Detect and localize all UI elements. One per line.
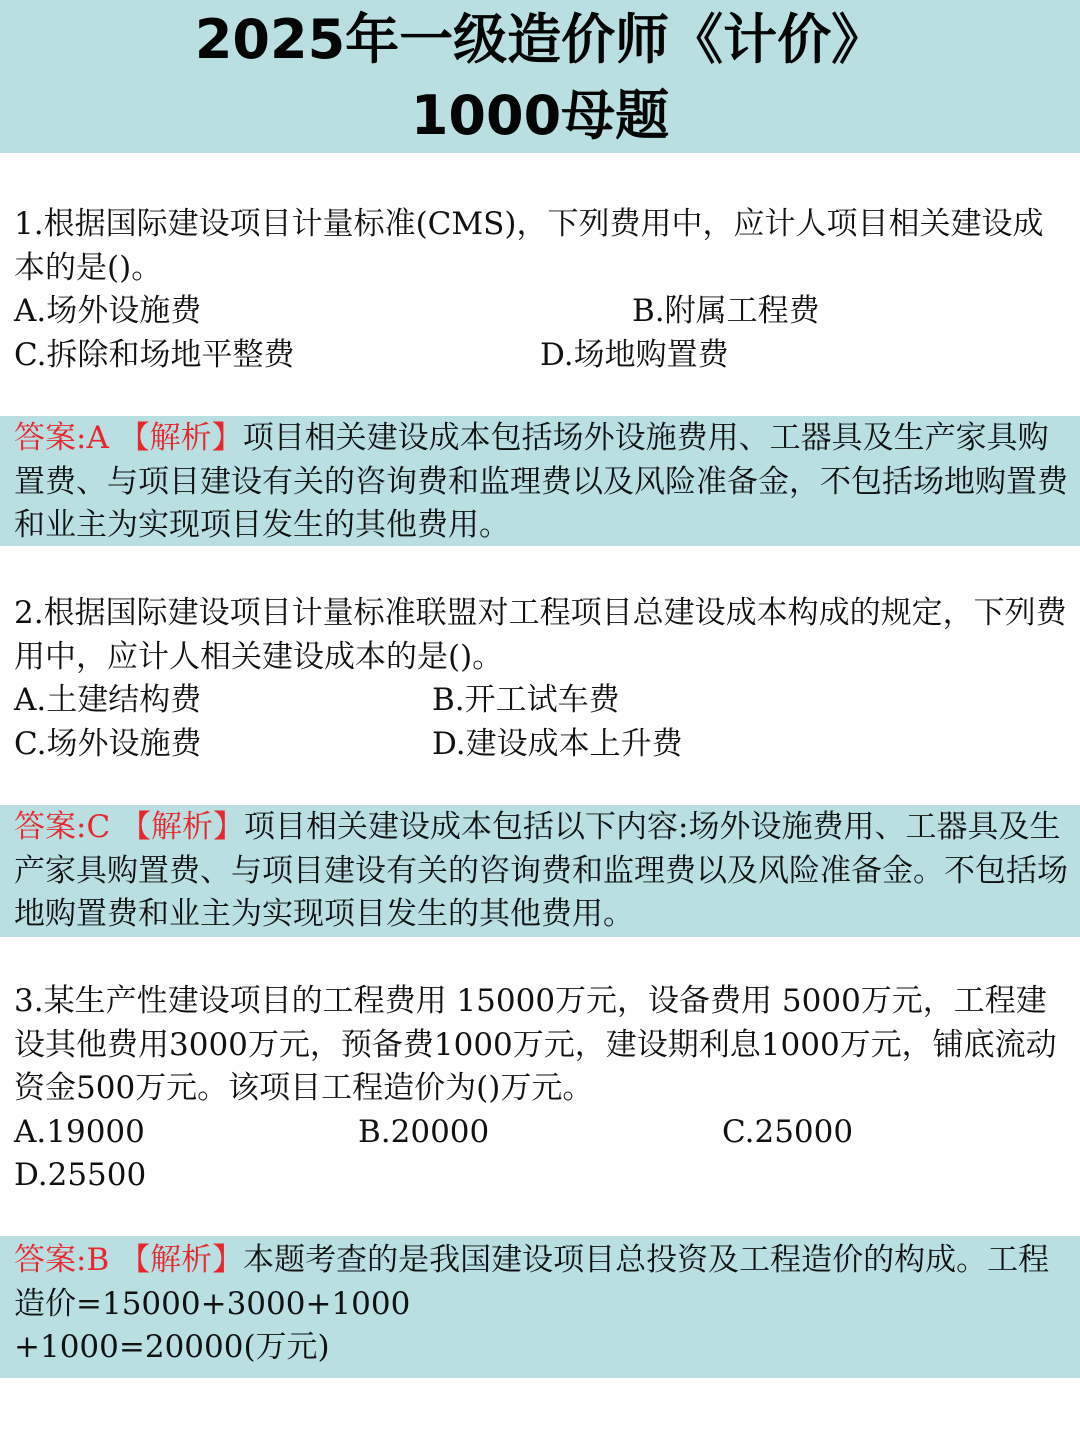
answer-2-label: 答案:C 【解析】: [14, 809, 245, 845]
answer-2-analysis: 项目相关建设成本包括以下内容:场外设施费用、工器具及生产家具购置费、与项目建设有关的咨询费和监理费以及风险准备金。不包括场地购置费和业主为实现项目发生的其他费用。: [14, 809, 1068, 932]
question-2-option-d: D.建设成本上升费: [432, 725, 683, 762]
question-3-option-d: D.25500: [14, 1157, 147, 1193]
answer-1-box: [0, 416, 1080, 546]
question-1-option-d: D.场地购置费: [540, 336, 729, 373]
question-2-option-c: C.场外设施费: [14, 725, 202, 762]
answer-2-box: [0, 805, 1080, 937]
question-3: [14, 980, 1070, 1198]
question-2: [14, 592, 1070, 766]
question-1-option-a: A.场外设施费: [14, 293, 202, 329]
question-2-option-b: B.开工试车费: [432, 682, 620, 718]
header-banner: [0, 0, 1080, 153]
answer-1-analysis: 项目相关建设成本包括场外设施费用、工器具及生产家具购置费、与项目建设有关的咨询费和监理费以及风险准备金，不包括场地购置费和业主为实现项目发生的其他费用。: [14, 420, 1068, 543]
answer-3-box: [0, 1236, 1080, 1378]
question-2-options-row-1: [14, 679, 1070, 723]
question-1-stem: 1.根据国际建设项目计量标准(CMS)，下列费用中，应计人项目相关建设成本的是()。: [14, 206, 1044, 286]
question-3-option-a: A.19000: [14, 1113, 145, 1150]
question-3-options-row-2: [14, 1154, 1070, 1198]
answer-3-analysis-line-2: +1000=20000(万元): [14, 1329, 330, 1365]
answer-3-text: [0, 1239, 1080, 1370]
page-title: 2025年一级造价师《计价》: [194, 8, 886, 71]
question-2-options-row-2: [14, 723, 1070, 767]
answer-3-label: 答案:B 【解析】: [14, 1242, 244, 1278]
question-3-stem: 3.某生产性建设项目的工程费用 15000万元，设备费用 5000万元，工程建设其他费用3000万元，预备费1000万元，建设期利息1000万元，铺底流动资金500万元。该项目工程造价为()万元。: [14, 983, 1057, 1106]
page-subtitle: 1000母题: [410, 84, 670, 147]
question-2-stem: 2.根据国际建设项目计量标准联盟对工程项目总建设成本构成的规定，下列费用中，应计人相关建设成本的是()。: [14, 595, 1067, 675]
answer-1-label: 答案:A 【解析】: [14, 420, 243, 456]
question-1: [14, 203, 1070, 377]
question-2-option-a: A.土建结构费: [14, 682, 202, 718]
question-1-option-c: C.拆除和场地平整费: [14, 336, 295, 373]
question-1-options-row-1: [14, 290, 1070, 334]
question-3-option-b: B.20000: [358, 1113, 490, 1150]
question-3-option-c: C.25000: [722, 1113, 854, 1150]
question-3-options-row-1: [14, 1111, 1070, 1155]
question-1-option-b: B.附属工程费: [632, 293, 820, 329]
answer-2-text: [0, 806, 1080, 937]
answer-3-analysis-line-1: 本题考查的是我国建设项目总投资及工程造价的构成。工程造价=15000+3000+1000: [14, 1242, 1050, 1322]
answer-1-text: [0, 417, 1080, 548]
question-1-options-row-2: [14, 334, 1070, 378]
